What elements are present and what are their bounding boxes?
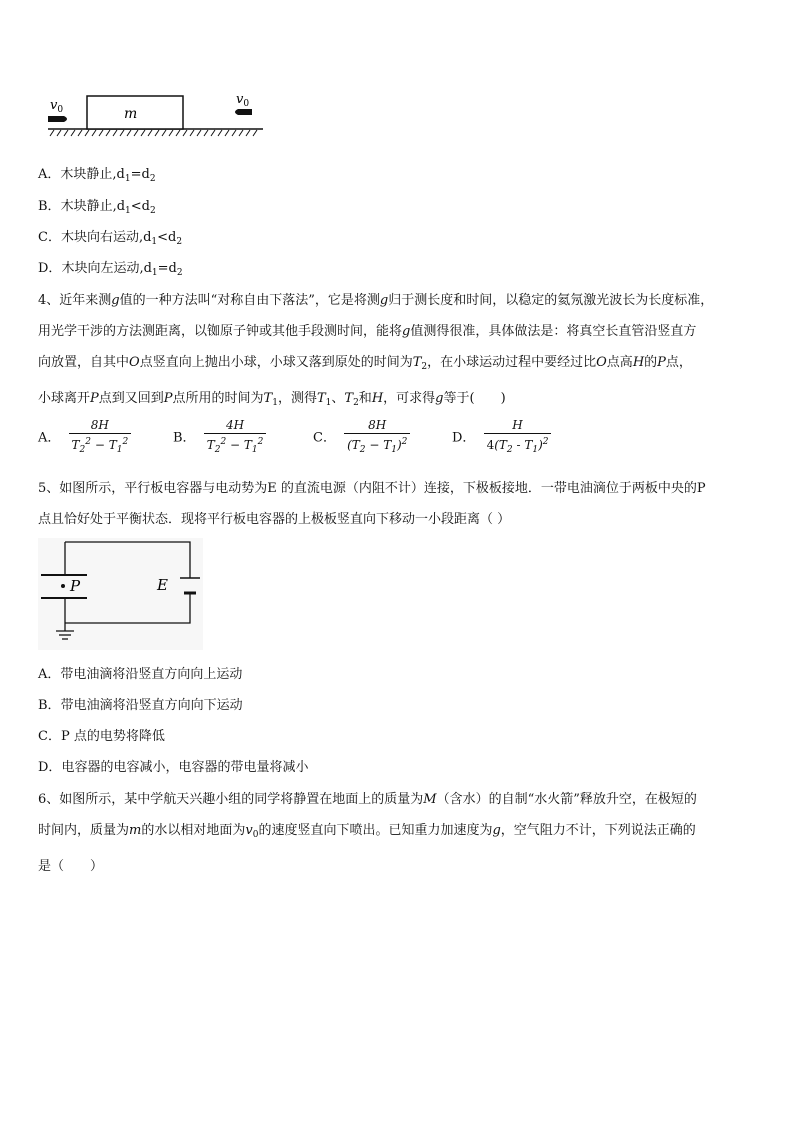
v0-left-label: $v_0$ <box>50 98 64 115</box>
q5-option-d: D．电容器的电容减小，电容器的带电量将减小 <box>38 760 309 775</box>
q5-option-c: C．P 点的电势将降低 <box>38 729 165 744</box>
mass-label: m <box>124 106 138 122</box>
q4-line-4: 小球离开P点到又回到P点所用的时间为$T_1$，测得$T_1$、$T_2$和H，可求得g等于( ) <box>38 391 506 408</box>
q5-option-b: B．带电油滴将沿竖直方向向下运动 <box>38 698 243 713</box>
q5-line-2: 点且恰好处于平衡状态．现将平行板电容器的上极板竖直向下移动一小段距离（ ） <box>38 512 511 527</box>
q4-option-d: D． $\frac{H}{4(T_2 - T_1)^2}$ <box>452 418 555 458</box>
q4-line-2: 用光学干涉的方法测距离，以铷原子钟或其他手段测时间，能将g值测得很准，具体做法是：将真空长直管沿竖直方 <box>38 324 697 339</box>
q4-option-a: A． $\frac{8H}{T_2^2 - T_1^2}$ <box>38 418 135 458</box>
q4-line-3: 向放置，自其中O点竖直向上抛出小球，小球又落到原处的时间为$T_2$，在小球运动过程中要经过比O点高H的P点， <box>38 355 692 372</box>
question-6 <box>38 784 758 882</box>
q4-option-c: C． $\frac{8H}{(T_2 - T_1)^2}$ <box>313 418 414 458</box>
block-projectile-figure <box>40 92 280 142</box>
v0-right-label: $v_0$ <box>236 92 250 109</box>
label-E: E <box>157 576 168 594</box>
q5-line-1: 5、如图所示，平行板电容器与电动势为E 的直流电源（内阻不计）连接，下极板接地．一带电油滴位于两板中央的P <box>38 481 706 496</box>
label-P: P <box>70 577 81 595</box>
q5-option-a: A．带电油滴将沿竖直方向向上运动 <box>38 667 243 682</box>
q4-option-b: B． $\frac{4H}{T_2^2 - T_1^2}$ <box>173 418 270 458</box>
question-4 <box>38 285 758 419</box>
q4-line-1: 4、近年来测g值的一种方法叫“对称自由下落法”，它是将测g归于测长度和时间，以稳定的氦氖激光波长为长度标准， <box>38 293 714 308</box>
q3-option-b: B．木块静止$,d_1<d_2$ <box>38 199 156 216</box>
q3-option-a: A．木块静止$,d_1=d_2$ <box>38 167 156 184</box>
q3-option-c: C．木块向右运动$,d_1<d_2$ <box>38 230 183 247</box>
bullet-left-icon <box>48 116 67 122</box>
q6-line-1: 6、如图所示，某中学航天兴趣小组的同学将静置在地面上的质量为M（含水）的自制“水火箭”释放升空，在极短的 <box>38 792 697 807</box>
capacitor-circuit-figure <box>38 538 203 650</box>
bullet-right-icon <box>235 109 252 115</box>
q3-option-d: D．木块向左运动$,d_1=d_2$ <box>38 261 183 278</box>
q6-line-2: 时间内，质量为m的水以相对地面为$v_0$的速度竖直向下喷出。已知重力加速度为g，空气阻力不计，下列说法正确的 <box>38 823 696 840</box>
oil-drop <box>61 584 65 588</box>
question-5 <box>38 473 758 535</box>
q6-line-3: 是（ ） <box>38 859 104 874</box>
